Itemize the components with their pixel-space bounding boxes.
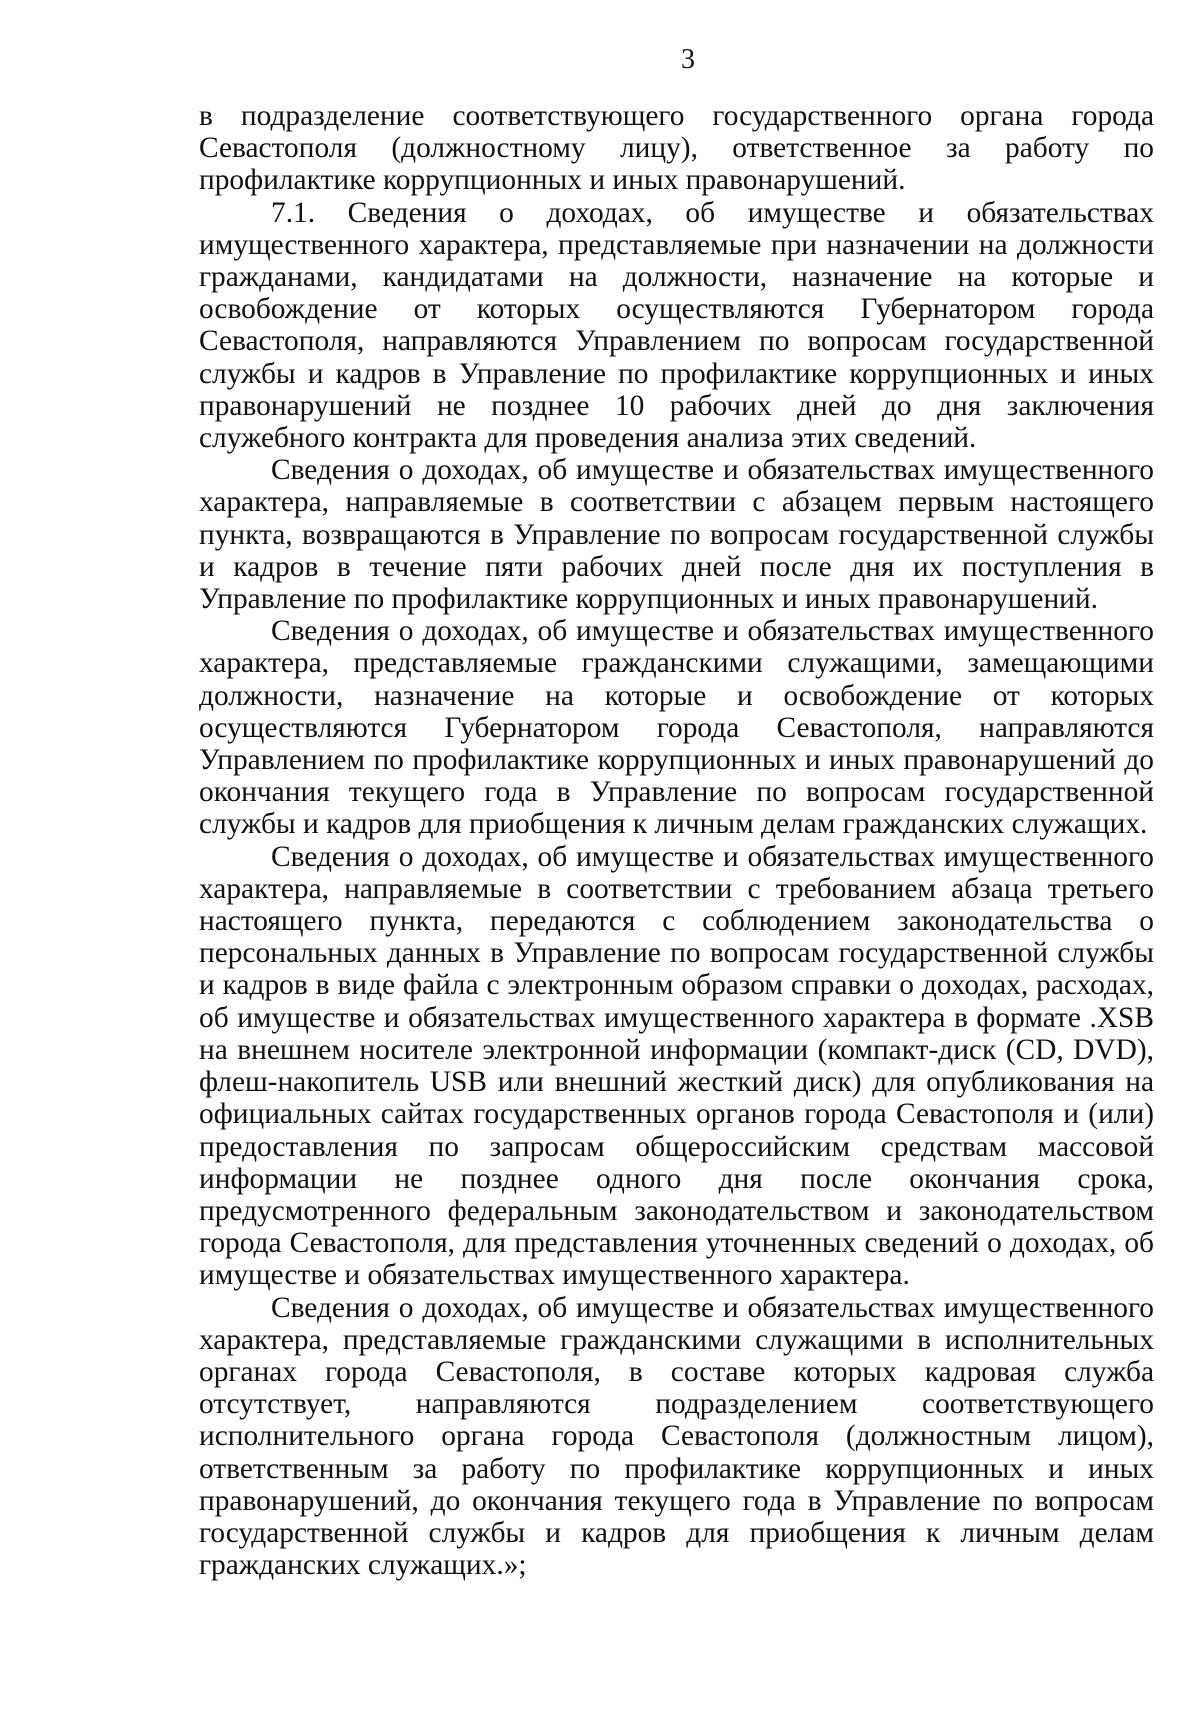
paragraph-executive-bodies: Сведения о доходах, об имуществе и обязательствах имущественного характера, представляемые гражданскими служащими в исполнительных органах города Севастополя, в составе которых кадровая служба отсутствует, направляются подразделением соответствующего исполнительного органа города Севастополя (должностным лицом), ответственным за работу по профилактике коррупционных и иных правонарушений, до окончания текущего года в Управление по вопросам государственной службы и кадров для приобщения к личным делам гражданских служащих.»; bbox=[199, 1291, 1154, 1582]
page-number: 3 bbox=[681, 44, 695, 75]
paragraph-continuation: в подразделение соответствующего государственного органа города Севастополя (должностному лицу), ответственное за работу по профилактике коррупционных и иных правонарушений. bbox=[199, 100, 1154, 197]
paragraph-7-1: 7.1. Сведения о доходах, об имуществе и обязательствах имущественного характера, представляемые при назначении на должности гражданами, кандидатами на должности, назначение на которые и освобождение от которых осуществляются Губернатором города Севастополя, направляются Управлением по вопросам государственной службы и кадров в Управление по профилактике коррупционных и иных правонарушений не позднее 10 рабочих дней до дня заключения служебного контракта для проведения анализа этих сведений. bbox=[199, 196, 1154, 455]
document-body bbox=[199, 100, 1154, 1581]
paragraph-governor-appointees: Сведения о доходах, об имуществе и обязательствах имущественного характера, представляемые гражданскими служащими, замещающими должности, назначение на которые и освобождение от которых осуществляются Губернатором города Севастополя, направляются Управлением по профилактике коррупционных и иных правонарушений до окончания текущего года в Управление по вопросам государственной службы и кадров для приобщения к личным делам гражданских служащих. bbox=[199, 615, 1154, 841]
paragraph-publication-transfer: Сведения о доходах, об имуществе и обязательствах имущественного характера, направляемые в соответствии с требованием абзаца третьего настоящего пункта, передаются с соблюдением законодательства о персональных данных в Управление по вопросам государственной службы и кадров в виде файла с электронным образом справки о доходах, расходах, об имуществе и обязательствах имущественного характера в формате .XSB на внешнем носителе электронной информации (компакт-диск (CD, DVD), флеш-накопитель USB или внешний жесткий диск) для опубликования на официальных сайтах государственных органов города Севастополя и (или) предоставления по запросам общероссийским средствам массовой информации не позднее одного дня после окончания срока, предусмотренного федеральным законодательством и законодательством города Севастополя, для представления уточненных сведений о доходах, об имуществе и обязательствах имущественного характера. bbox=[199, 840, 1154, 1292]
paragraph-return-to-hr: Сведения о доходах, об имуществе и обязательствах имущественного характера, направляемые в соответствии с абзацем первым настоящего пункта, возвращаются в Управление по вопросам государственной службы и кадров в течение пяти рабочих дней после дня их поступления в Управление по профилактике коррупционных и иных правонарушений. bbox=[199, 454, 1154, 616]
